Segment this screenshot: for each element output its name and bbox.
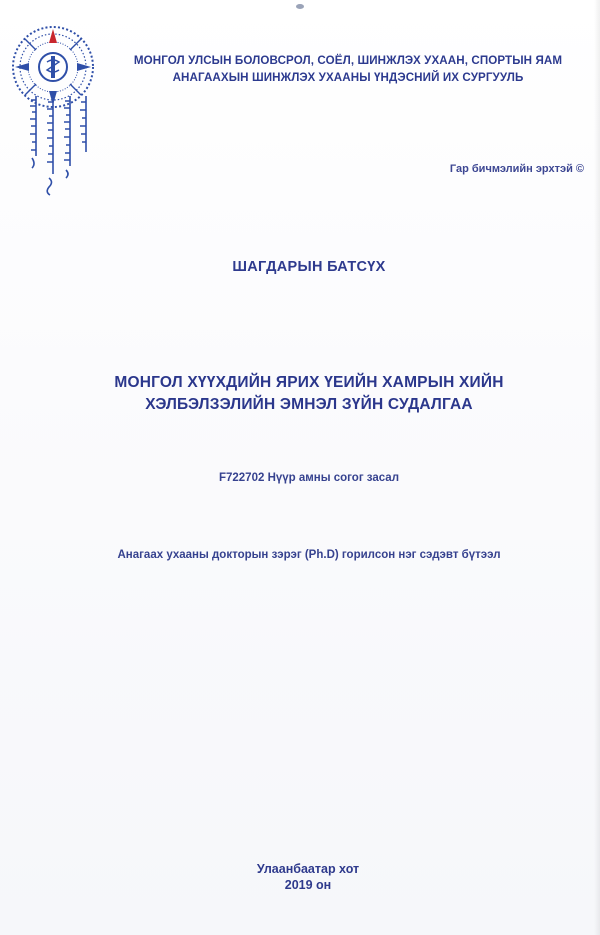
degree-statement: Анагаах ухааны докторын зэрэг (Ph.D) горилсон нэг сэдэвт бүтээл — [117, 549, 501, 561]
university-name: АНАГААХЫН ШИНЖЛЭХ УХААНЫ ҮНДЭСНИЙ ИХ СУРГУУЛЬ — [172, 71, 524, 84]
scan-edge-shadow — [594, 0, 600, 935]
year: 2019 он — [284, 878, 332, 892]
title-line-1: МОНГОЛ ХҮҮХДИЙН ЯРИХ ҮЕИЙН ХАМРЫН ХИЙН — [114, 374, 504, 391]
city: Улаанбаатар хот — [256, 862, 360, 876]
title-line-2: ХЭЛБЭЛЗЭЛИЙН ЭМНЭЛ ЗҮЙН СУДАЛГАА — [145, 396, 473, 413]
dissertation-title — [0, 372, 600, 416]
institution-header — [110, 52, 586, 86]
mongolian-script-logo — [22, 92, 92, 204]
ministry-name: МОНГОЛ УЛСЫН БОЛОВСРОЛ, СОЁЛ, ШИНЖЛЭХ УХААН, СПОРТЫН ЯАМ — [133, 54, 563, 67]
specialty-code: F722702 Нүүр амны согог засал — [218, 472, 400, 484]
author-name: ШАГДАРЫН БАТСҮХ — [232, 259, 386, 275]
staple-mark — [296, 4, 304, 9]
place-and-year — [0, 861, 600, 893]
copyright-notice: Гар бичмэлийн эрхтэй © — [449, 163, 584, 175]
